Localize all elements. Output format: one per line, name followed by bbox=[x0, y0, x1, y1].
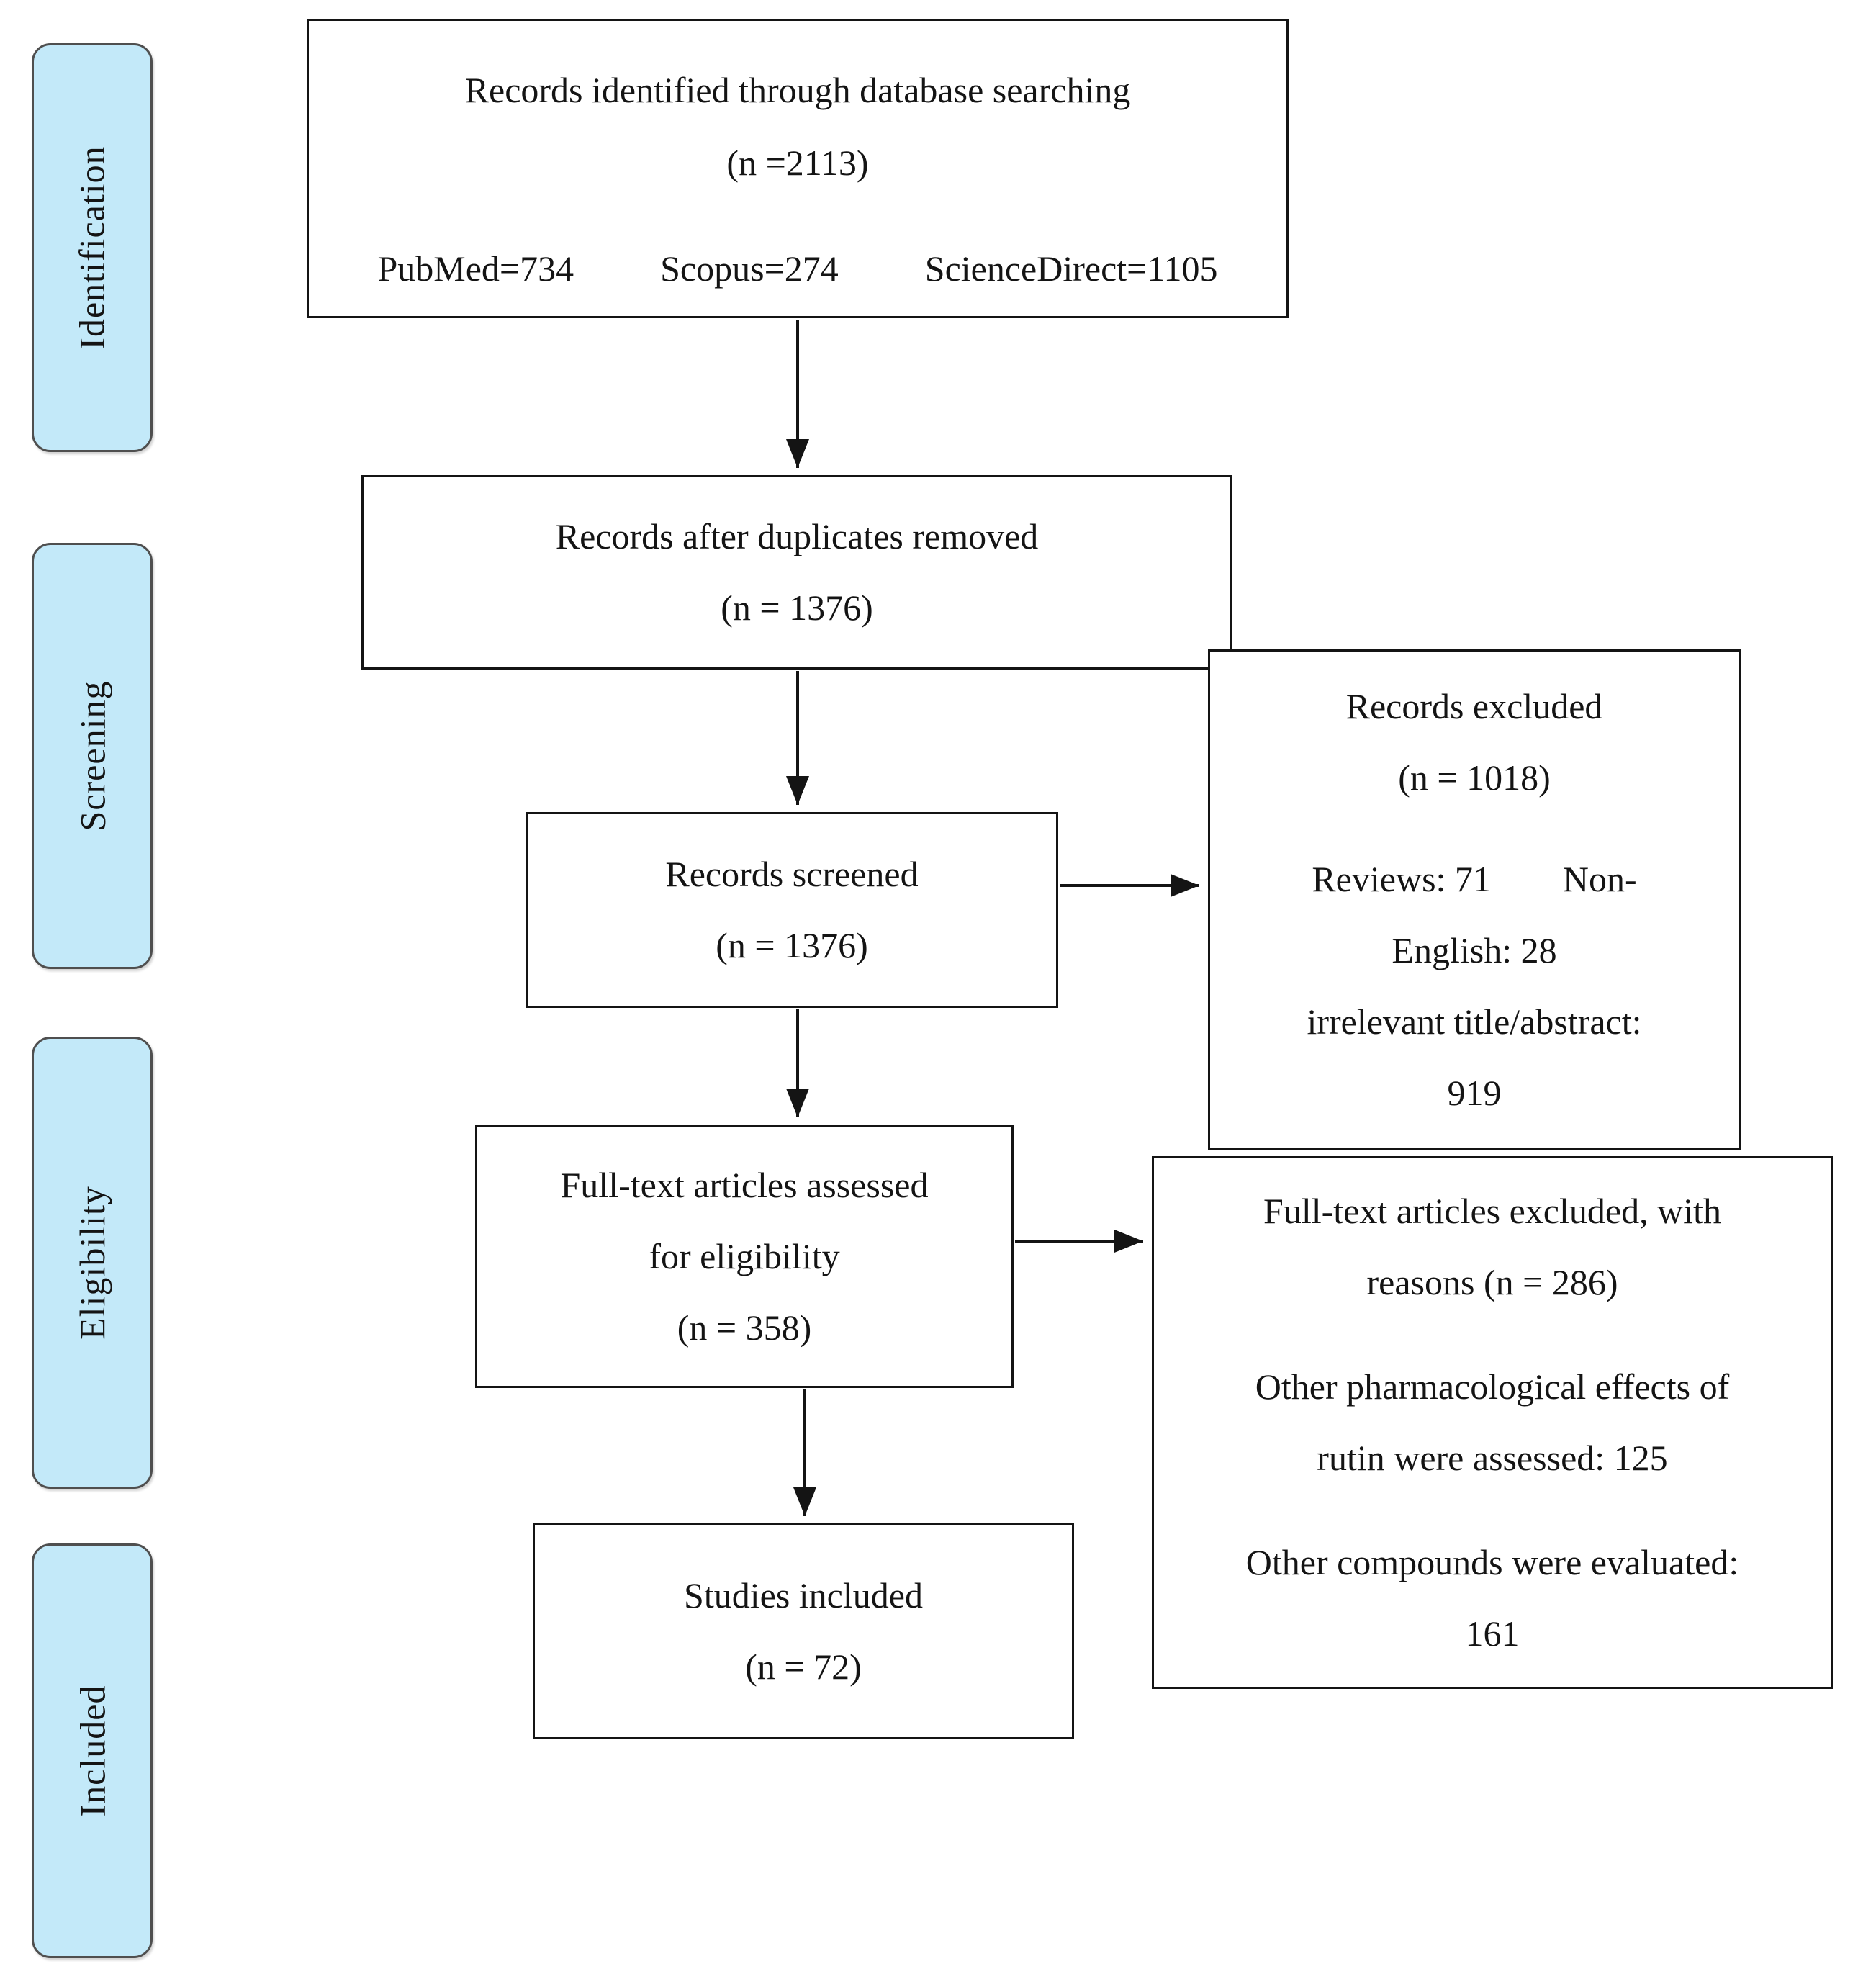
source-scopus-count: Scopus=274 bbox=[660, 248, 839, 289]
duplicates-removed-text: Records after duplicates removed bbox=[555, 516, 1039, 556]
stage-eligibility-label: Eligibility bbox=[72, 1186, 113, 1340]
fulltext-excluded-reason-1 bbox=[1255, 1368, 1730, 1477]
stage-eligibility bbox=[32, 1037, 153, 1489]
records-identified-title: Records identified through database searching bbox=[464, 70, 1131, 110]
studies-included-text: Studies included bbox=[684, 1575, 923, 1615]
fulltext-assessed-text-2: for eligibility bbox=[649, 1235, 840, 1276]
box-fulltext-excluded bbox=[1152, 1156, 1833, 1689]
stage-included bbox=[32, 1543, 153, 1958]
stage-identification-label: Identification bbox=[72, 145, 112, 350]
stage-screening-label: Screening bbox=[72, 680, 112, 831]
box-records-identified bbox=[307, 19, 1289, 318]
fulltext-assessed-text-1: Full-text articles assessed bbox=[560, 1164, 929, 1205]
records-excluded-reason-2: English: 28 bbox=[1392, 930, 1557, 970]
stage-screening bbox=[32, 543, 153, 969]
duplicates-removed-count: (n = 1376) bbox=[721, 587, 873, 628]
studies-included-count: (n = 72) bbox=[745, 1646, 862, 1687]
box-studies-included bbox=[533, 1523, 1074, 1739]
fulltext-excluded-reason-2 bbox=[1246, 1543, 1739, 1653]
fulltext-assessed-count: (n = 358) bbox=[677, 1307, 812, 1348]
records-excluded-reason-3: irrelevant title/abstract: bbox=[1307, 1001, 1642, 1042]
fulltext-excluded-reason-2-line-2: 161 bbox=[1465, 1613, 1520, 1654]
box-records-screened bbox=[526, 812, 1058, 1008]
records-screened-count: (n = 1376) bbox=[716, 925, 868, 965]
records-excluded-reason-1: Reviews: 71 Non- bbox=[1312, 859, 1637, 899]
records-excluded-count: (n = 1018) bbox=[1398, 757, 1551, 798]
records-excluded-reason-3-count: 919 bbox=[1447, 1073, 1502, 1113]
box-fulltext-assessed bbox=[475, 1125, 1014, 1388]
fulltext-excluded-title bbox=[1263, 1192, 1721, 1302]
source-pubmed-count: PubMed=734 bbox=[377, 248, 574, 289]
database-source-counts bbox=[377, 250, 1217, 288]
box-records-excluded bbox=[1208, 649, 1741, 1150]
fulltext-excluded-title-line-2: reasons (n = 286) bbox=[1366, 1262, 1618, 1302]
records-excluded-title: Records excluded bbox=[1345, 686, 1603, 726]
fulltext-excluded-reason-1-line-1: Other pharmacological effects of bbox=[1255, 1366, 1730, 1407]
records-identified-count: (n =2113) bbox=[726, 143, 869, 183]
fulltext-excluded-reason-2-line-1: Other compounds were evaluated: bbox=[1245, 1542, 1739, 1582]
stage-identification bbox=[32, 43, 153, 452]
box-duplicates-removed bbox=[361, 475, 1232, 670]
fulltext-excluded-reason-1-line-2: rutin were assessed: 125 bbox=[1317, 1438, 1668, 1478]
fulltext-excluded-title-line-1: Full-text articles excluded, with bbox=[1263, 1191, 1721, 1231]
stage-included-label: Included bbox=[72, 1685, 112, 1817]
records-screened-text: Records screened bbox=[665, 854, 919, 894]
source-sciencedirect-count: ScienceDirect=1105 bbox=[924, 248, 1218, 289]
